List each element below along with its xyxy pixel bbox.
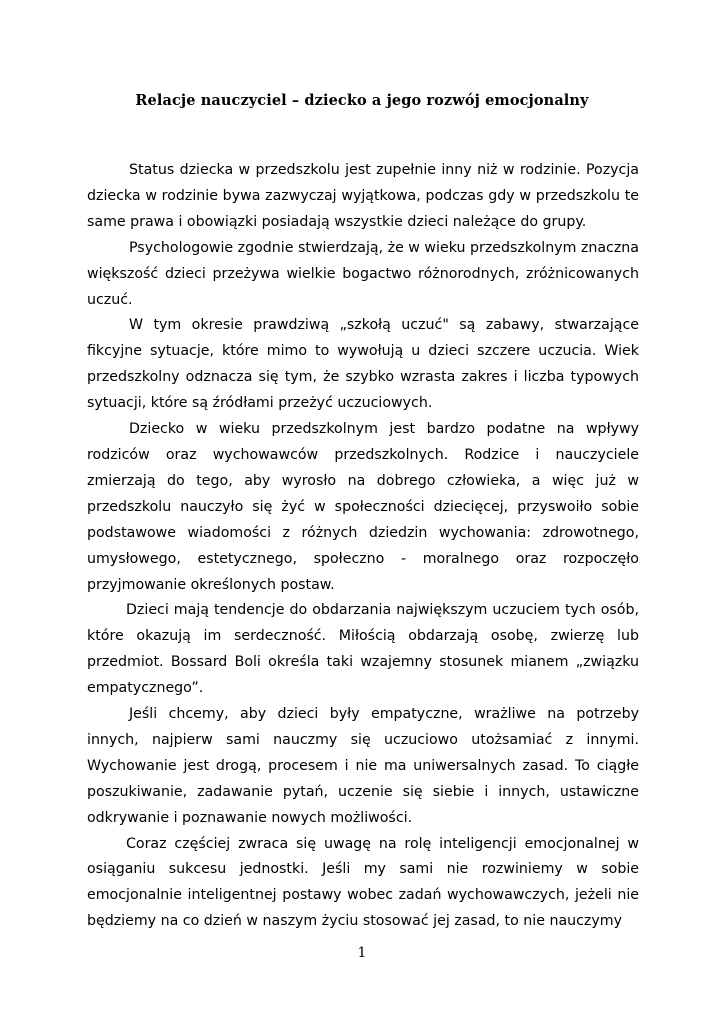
- document-body: [87, 158, 639, 935]
- paragraph: Coraz częściej zwraca się uwagę na rolę inteligencji emocjonalnej w osiąganiu sukcesu jednostki. Jeśli my sami nie rozwiniemy w sobie emocjonalnie inteligentnej postawy wobec zadań wychowawczych, jeżeli nie będziemy na co dzień w naszym życiu stosować jej zasad, to nie nauczymy: [87, 835, 639, 930]
- page-number: 1: [357, 945, 367, 961]
- paragraph: Jeśli chcemy, aby dzieci były empatyczne, wrażliwe na potrzeby innych, najpierw sami nauczmy się uczuciowo utożsamiać z innymi. Wychowanie jest drogą, procesem i nie ma uniwersalnych zasad. To ciągłe poszukiwanie, zadawanie pytań, uczenie się siebie i innych, ustawiczne odkrywanie i poznawanie nowych możliwości.: [87, 706, 639, 826]
- paragraph: Dzieci mają tendencje do obdarzania największym uczuciem tych osób, które okazują im serdeczność. Miłością obdarzają osobę, zwierzę lub przedmiot. Bossard Boli określa taki wzajemny stosunek mianem „związku empatycznego”.: [87, 602, 639, 697]
- document-title: Relacje nauczyciel – dziecko a jego rozwój emocjonalny: [135, 92, 589, 109]
- paragraph: W tym okresie prawdziwą „szkołą uczuć" są zabawy, stwarzające fikcyjne sytuacje, które mimo to wywołują u dzieci szczere uczucia. Wiek przedszkolny odznacza się tym, że szybko wzrasta zakres i liczba typowych sytuacji, które są źródłami przeżyć uczuciowych.: [87, 317, 639, 412]
- paragraph: Psychologowie zgodnie stwierdzają, że w wieku przedszkolnym znaczna większość dzieci przeżywa wielkie bogactwo różnorodnych, zróżnicowanych uczuć.: [87, 239, 639, 308]
- paragraph: Dziecko w wieku przedszkolnym jest bardzo podatne na wpływy rodziców oraz wychowawców przedszkolnych. Rodzice i nauczyciele zmierzają do tego, aby wyrosło na dobrego człowieka, a więc już w przedszkolu nauczyło się żyć w społeczności dziecięcej, przyswoiło sobie podstawowe wiadomości z różnych dziedzin wychowania: zdrowotnego, umysłowego, estetycznego, społeczno - moralnego oraz rozpoczęło przyjmowanie określonych postaw.: [87, 421, 639, 593]
- paragraph: Status dziecka w przedszkolu jest zupełnie inny niż w rodzinie. Pozycja dziecka w rodzinie bywa zazwyczaj wyjątkowa, podczas gdy w przedszkolu te same prawa i obowiązki posiadają wszystkie dzieci należące do grupy.: [87, 162, 639, 230]
